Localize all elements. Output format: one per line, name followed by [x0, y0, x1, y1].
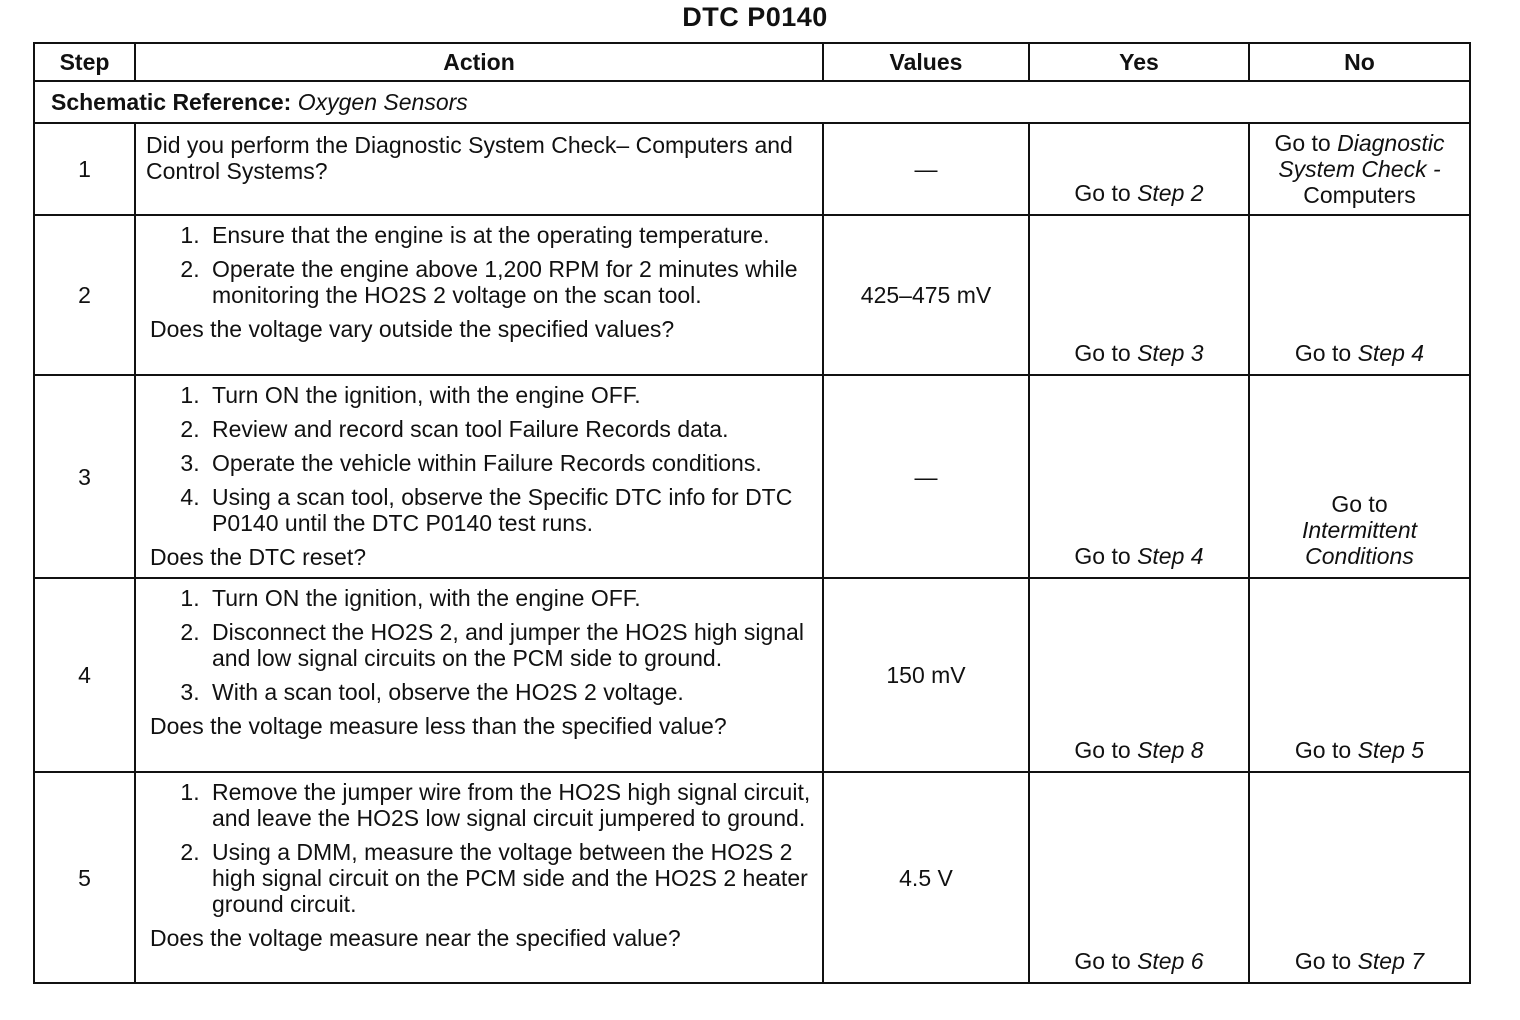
go-to-text: Go to	[1074, 180, 1131, 206]
table-row	[34, 578, 1470, 772]
no-cell	[1249, 772, 1470, 983]
yes-cell	[1029, 215, 1249, 375]
step-number: 1	[34, 123, 135, 215]
yes-step-link: Step 3	[1137, 340, 1204, 366]
yes-cell	[1029, 123, 1249, 215]
go-to-text: Go to	[1074, 543, 1131, 569]
action-cell	[135, 578, 823, 772]
column-header-values: Values	[823, 43, 1029, 81]
go-to-text: Go to	[1331, 491, 1388, 517]
action-question: Does the voltage measure less than the specified value?	[150, 713, 727, 739]
step-number: 5	[34, 772, 135, 983]
go-to-text: Go to	[1274, 130, 1331, 156]
yes-cell	[1029, 375, 1249, 578]
go-to-text: Go to	[1074, 948, 1131, 974]
column-header-action: Action	[135, 43, 823, 81]
yes-step-link: Step 8	[1137, 737, 1204, 763]
action-step-item: 1. Turn ON the ignition, with the engine OFF.	[206, 382, 812, 408]
go-to-text: Go to	[1074, 340, 1131, 366]
no-step-link: Diagnostic System Check -	[1278, 130, 1445, 182]
table-row	[34, 772, 1470, 983]
action-question: Did you perform the Diagnostic System Check– Computers and Control Systems?	[146, 132, 793, 184]
schematic-reference	[34, 81, 1470, 123]
no-step-link: Step 5	[1357, 737, 1425, 763]
action-steps	[146, 382, 812, 536]
yes-step-link: Step 4	[1137, 543, 1204, 569]
step-number: 4	[34, 578, 135, 772]
no-cell	[1249, 123, 1470, 215]
diagnostic-table	[33, 42, 1471, 984]
go-to-text: Go to	[1294, 948, 1352, 974]
action-question: Does the DTC reset?	[150, 544, 367, 570]
action-step-item: 3. Operate the vehicle within Failure Records conditions.	[206, 450, 812, 476]
yes-cell	[1029, 578, 1249, 772]
action-question: Does the voltage measure near the specified value?	[150, 925, 681, 951]
value-cell: 4.5 V	[823, 772, 1029, 983]
action-cell	[135, 215, 823, 375]
action-step-item: 2. Review and record scan tool Failure Records data.	[206, 416, 812, 442]
yes-step-link: Step 6	[1137, 948, 1204, 974]
no-cell	[1249, 578, 1470, 772]
action-step-item: 2. Disconnect the HO2S 2, and jumper the HO2S high signal and low signal circuits on the PCM side to ground.	[206, 619, 812, 671]
step-number: 2	[34, 215, 135, 375]
action-cell	[135, 123, 823, 215]
action-steps	[146, 779, 812, 917]
no-step-tail: Computers	[1303, 182, 1416, 208]
action-step-item: 2. Operate the engine above 1,200 RPM for 2 minutes while monitoring the HO2S 2 voltage on the scan tool.	[206, 256, 812, 308]
go-to-text: Go to	[1294, 737, 1352, 763]
no-cell	[1249, 215, 1470, 375]
action-step-item: 2. Using a DMM, measure the voltage between the HO2S 2 high signal circuit on the PCM side and the HO2S 2 heater ground circuit.	[206, 839, 812, 917]
table-row	[34, 375, 1470, 578]
schematic-reference-label: Schematic Reference:	[51, 89, 292, 115]
step-number: 3	[34, 375, 135, 578]
no-step-link: Intermittent Conditions	[1301, 517, 1418, 569]
go-to-text: Go to	[1294, 340, 1352, 366]
column-header-no: No	[1249, 43, 1470, 81]
action-cell	[135, 375, 823, 578]
action-steps	[146, 222, 812, 308]
value-cell: —	[823, 375, 1029, 578]
go-to-text: Go to	[1074, 737, 1131, 763]
action-cell	[135, 772, 823, 983]
action-step-item: 1. Turn ON the ignition, with the engine OFF.	[206, 585, 812, 611]
action-steps	[146, 585, 812, 705]
action-question: Does the voltage vary outside the specified values?	[150, 316, 675, 342]
value-cell: 150 mV	[823, 578, 1029, 772]
column-header-step: Step	[34, 43, 135, 81]
table-row	[34, 215, 1470, 375]
value-cell: 425–475 mV	[823, 215, 1029, 375]
action-step-item: 3. With a scan tool, observe the HO2S 2 voltage.	[206, 679, 812, 705]
header-row	[34, 43, 1470, 81]
table-row	[34, 123, 1470, 215]
yes-cell	[1029, 772, 1249, 983]
no-step-link: Step 4	[1357, 340, 1425, 366]
schematic-reference-row	[34, 81, 1470, 123]
action-step-item: 1. Ensure that the engine is at the operating temperature.	[206, 222, 812, 248]
no-step-link: Step 7	[1357, 948, 1425, 974]
action-step-item: 1. Remove the jumper wire from the HO2S high signal circuit, and leave the HO2S low signal circuit jumpered to ground.	[206, 779, 812, 831]
column-header-yes: Yes	[1029, 43, 1249, 81]
no-cell	[1249, 375, 1470, 578]
value-cell: —	[823, 123, 1029, 215]
page-title: DTC P0140	[682, 2, 828, 32]
schematic-reference-value: Oxygen Sensors	[297, 89, 468, 115]
action-step-item: 4. Using a scan tool, observe the Specific DTC info for DTC P0140 until the DTC P0140 test runs.	[206, 484, 812, 536]
yes-step-link: Step 2	[1137, 180, 1204, 206]
